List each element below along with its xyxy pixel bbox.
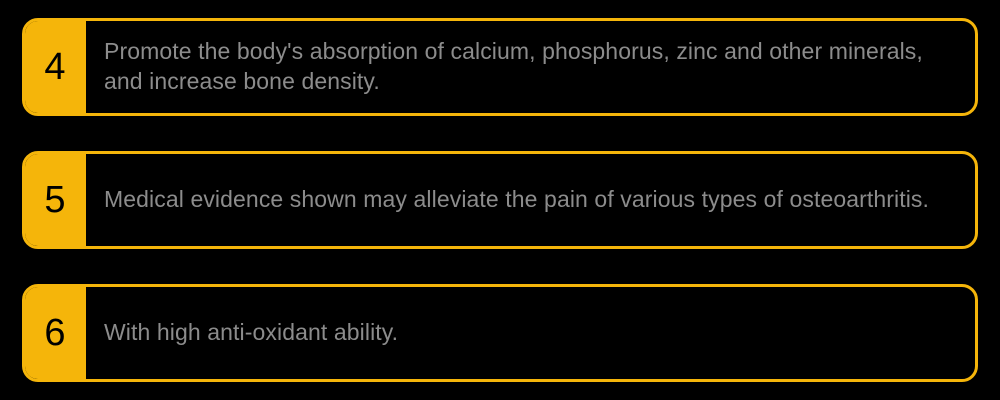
item-text: Medical evidence shown may alleviate the pain of various types of osteoarthritis. — [104, 186, 930, 213]
item-number: 6 — [44, 312, 66, 354]
item-text-container — [86, 154, 975, 246]
item-number-badge — [24, 153, 86, 247]
list-item — [22, 151, 978, 249]
item-text-container — [86, 21, 975, 113]
list-item — [22, 18, 978, 116]
item-number: 5 — [44, 179, 66, 221]
item-text: With high anti-oxidant ability. — [104, 319, 399, 346]
list-item — [22, 284, 978, 382]
item-text-container — [86, 287, 975, 379]
item-number-badge — [24, 286, 86, 380]
item-number-badge — [24, 20, 86, 114]
item-text: Promote the body's absorption of calcium, phosphorus, zinc and other minerals, and increase bone density. — [104, 38, 923, 94]
item-number: 4 — [44, 46, 66, 88]
